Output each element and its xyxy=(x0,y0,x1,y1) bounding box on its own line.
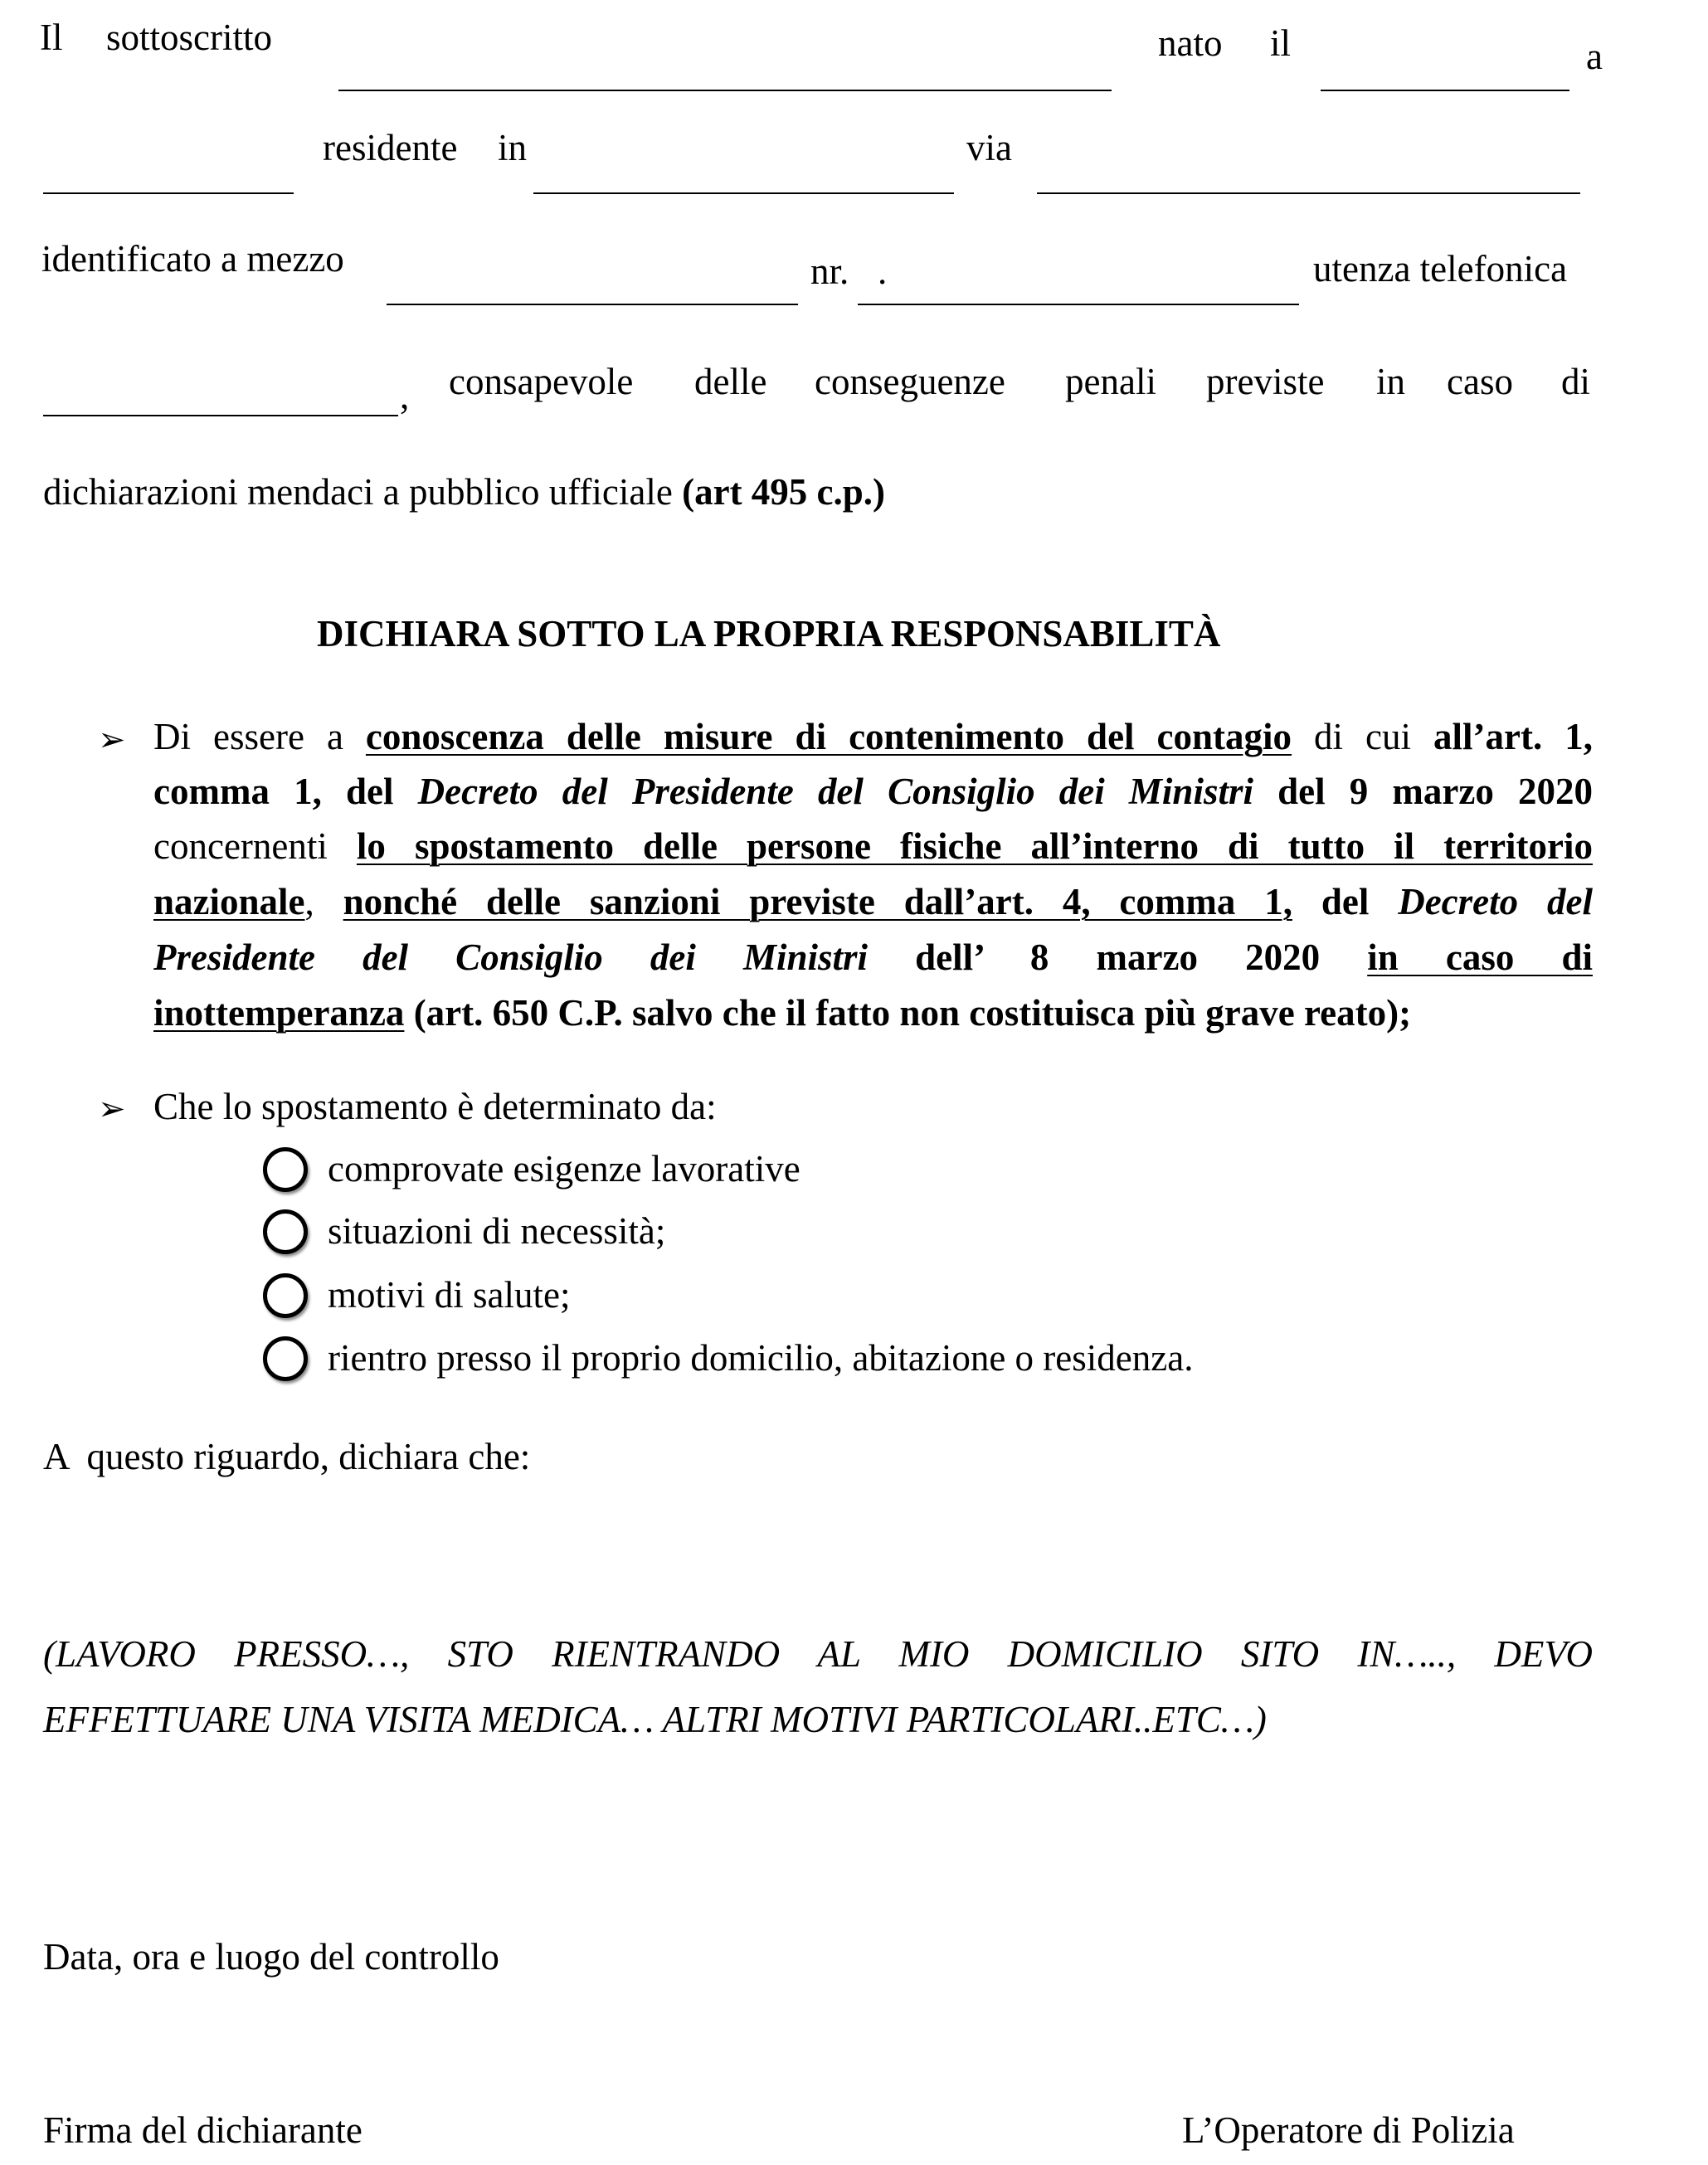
label-via: via xyxy=(966,127,1012,168)
bullet-arrow-icon: ➢ xyxy=(98,721,126,758)
label-il-birth: il xyxy=(1270,22,1292,64)
dichiarazioni-line xyxy=(43,471,886,513)
art495-text: (art 495 c.p.) xyxy=(682,471,886,513)
bullet1-line2 xyxy=(153,773,1593,810)
field-street-line[interactable] xyxy=(1037,192,1580,194)
b1-l6-b: (art. 650 C.P. salvo che il fatto non costituisca più grave reato); xyxy=(404,992,1412,1034)
b1-l4-c: nonché delle sanzioni previste dall’art. 4, comma 1, xyxy=(343,881,1292,922)
label-in: in xyxy=(498,127,528,168)
b1-l4-d: del xyxy=(1292,881,1399,922)
radio-necessity-icon[interactable] xyxy=(263,1209,308,1254)
bullet1-line6 xyxy=(153,992,1593,1034)
word-di: di xyxy=(1561,361,1591,402)
b1-text-d: all’art. 1, xyxy=(1433,716,1594,757)
word-in: in xyxy=(1376,361,1406,402)
bullet2-text: Che lo spostamento è determinato da: xyxy=(153,1086,717,1127)
radio-work-icon[interactable] xyxy=(263,1147,308,1192)
word-previste: previste xyxy=(1206,361,1325,402)
field-birthdate-line[interactable] xyxy=(1321,90,1569,91)
b1-l2-c: del 9 marzo 2020 xyxy=(1253,771,1594,812)
field-phone-line[interactable] xyxy=(43,415,398,416)
b1-l2-a: comma 1, del xyxy=(153,771,418,812)
example-line-2: EFFETTUARE UNA VISITA MEDICA… ALTRI MOTIVI PARTICOLARI..ETC…) xyxy=(43,1699,1267,1740)
option-necessity-label: situazioni di necessità; xyxy=(328,1210,666,1252)
field-id-document-line[interactable] xyxy=(387,304,798,305)
bullet1-line4 xyxy=(153,883,1593,921)
label-nato: nato xyxy=(1158,22,1223,64)
bullet1-line1 xyxy=(153,718,1593,756)
declaration-heading: DICHIARA SOTTO LA PROPRIA RESPONSABILITÀ xyxy=(317,613,1221,654)
b1-text-b: conoscenza delle misure di contenimento del contagio xyxy=(365,716,1292,757)
label-sottoscritto: sottoscritto xyxy=(106,17,272,58)
bullet-arrow-icon: ➢ xyxy=(98,1090,126,1127)
example-line-1: (LAVORO PRESSO…, STO RIENTRANDO AL MIO DOMICILIO SITO IN….., DEVO xyxy=(43,1633,1593,1675)
label-a: a xyxy=(1586,36,1603,77)
label-identificato: identificato a mezzo xyxy=(41,238,344,280)
b1-text-c: di cui xyxy=(1292,716,1434,757)
word-penali: penali xyxy=(1065,361,1156,402)
option-work-label: comprovate esigenze lavorative xyxy=(328,1148,800,1190)
label-comma: , xyxy=(400,375,410,416)
label-utenza: utenza telefonica xyxy=(1313,248,1568,289)
field-id-number-line[interactable] xyxy=(858,304,1299,305)
dichiarazioni-text: dichiarazioni mendaci a pubblico ufficiale xyxy=(43,471,673,513)
radio-return-home-icon[interactable] xyxy=(263,1336,308,1381)
field-birthplace-line[interactable] xyxy=(43,192,294,194)
word-delle: delle xyxy=(694,361,767,402)
word-consapevole: consapevole xyxy=(449,361,634,402)
label-nr: nr. xyxy=(810,251,849,292)
b1-l3-b: lo spostamento delle persone fisiche all’interno di tutto il territorio xyxy=(356,825,1594,867)
riguardo-text: A questo riguardo, dichiara che: xyxy=(43,1436,531,1477)
b1-l6-a: inottemperanza xyxy=(153,992,405,1034)
field-name-line[interactable] xyxy=(338,90,1112,91)
b1-l4-a: nazionale xyxy=(153,881,305,922)
b1-l5-a: Presidente del Consiglio dei Ministri xyxy=(153,937,869,978)
word-caso: caso xyxy=(1447,361,1513,402)
label-nr-dot: . xyxy=(878,251,888,292)
label-residente: residente xyxy=(323,127,458,168)
label-il: Il xyxy=(40,17,63,58)
b1-l2-b: Decreto del Presidente del Consiglio dei Ministri xyxy=(417,771,1253,812)
operatore-polizia: L’Operatore di Polizia xyxy=(1182,2109,1515,2151)
option-health-label: motivi di salute; xyxy=(328,1274,571,1316)
b1-l3-a: concernenti xyxy=(153,825,357,867)
bullet1-line3 xyxy=(153,825,1594,867)
b1-l4-e: Decreto del xyxy=(1398,881,1593,922)
b1-l5-b: dell’ 8 marzo 2020 xyxy=(868,937,1368,978)
b1-l5-c: in caso di xyxy=(1367,937,1593,978)
radio-health-icon[interactable] xyxy=(263,1273,308,1318)
data-ora-luogo: Data, ora e luogo del controllo xyxy=(43,1936,499,1978)
word-conseguenze: conseguenze xyxy=(815,361,1005,402)
firma-dichiarante: Firma del dichiarante xyxy=(43,2109,363,2151)
option-return-home-label: rientro presso il proprio domicilio, abitazione o residenza. xyxy=(328,1337,1194,1379)
field-residence-line[interactable] xyxy=(533,192,954,194)
b1-text-a: Di essere a xyxy=(153,716,366,757)
b1-l4-b: , xyxy=(304,881,343,922)
bullet1-line5 xyxy=(153,939,1593,976)
